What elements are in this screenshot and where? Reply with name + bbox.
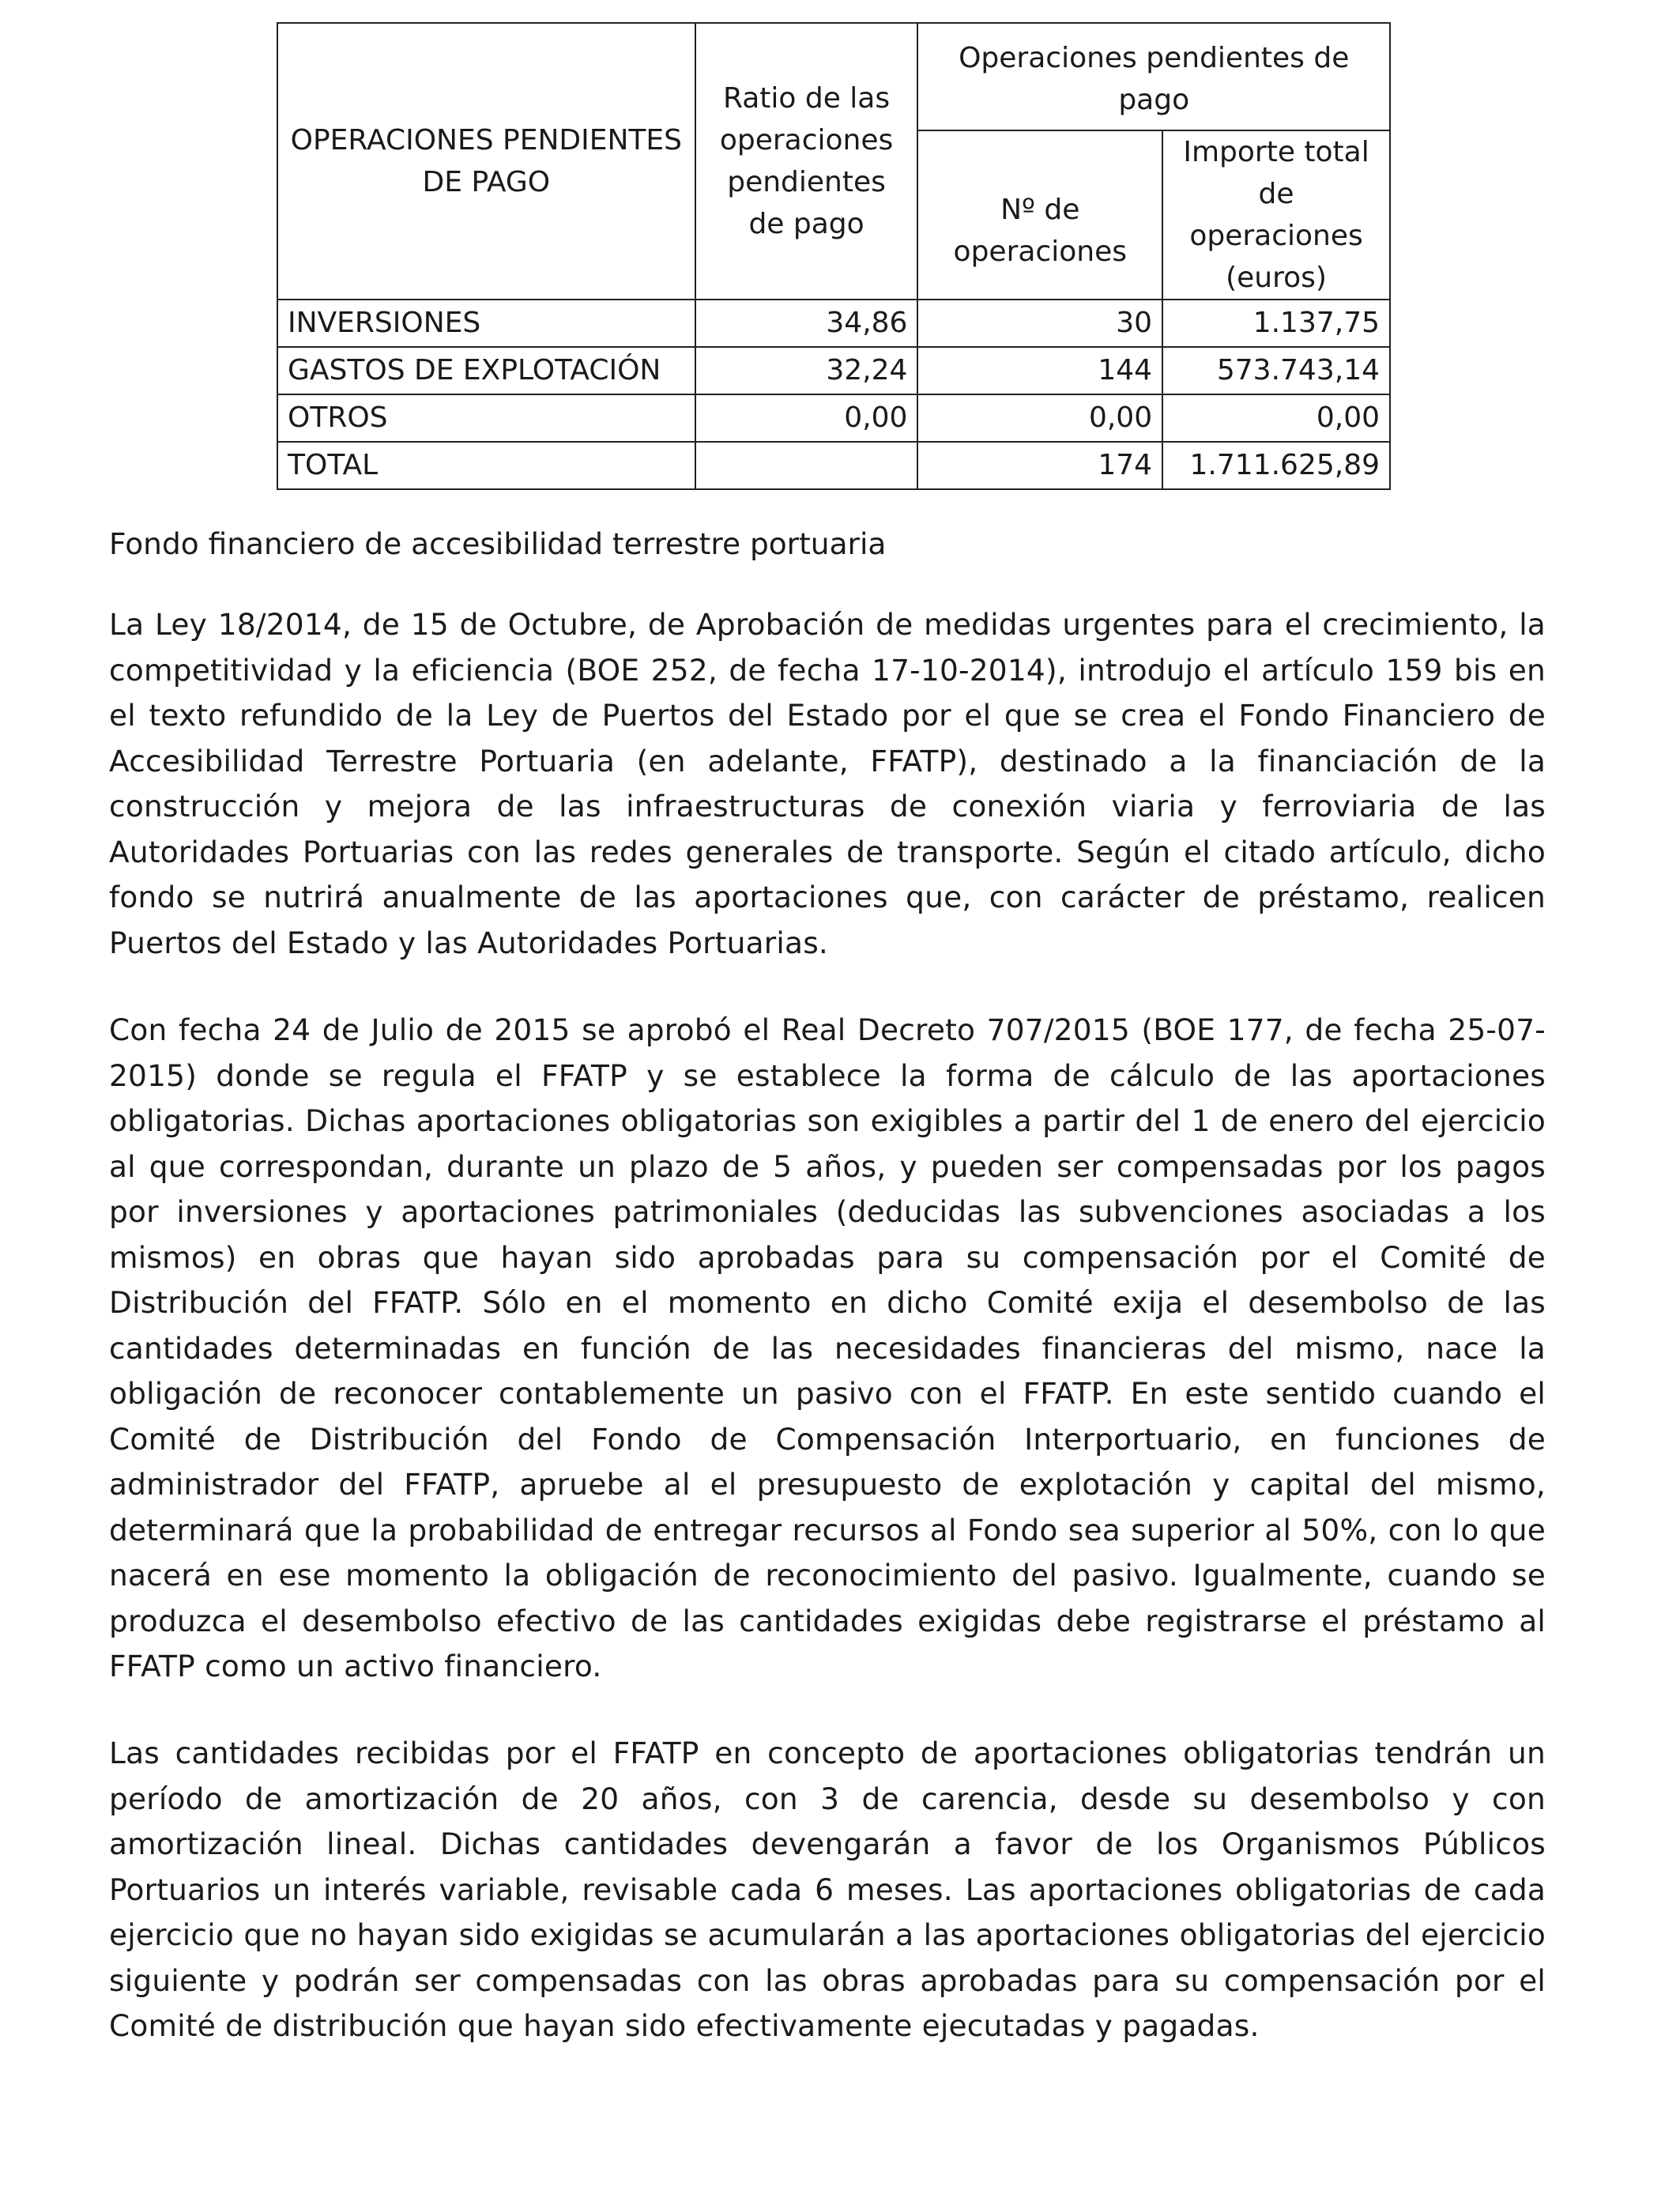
- header-pending-group: Operaciones pendientes de pago: [917, 23, 1390, 130]
- table-row-total: [277, 442, 1390, 489]
- paragraph: Con fecha 24 de Julio de 2015 se aprobó el Real Decreto 707/2015 (BOE 177, de fecha 25-07-2015) donde se regula el FFATP y se establece la forma de cálculo de las aportaciones obligatorias. Dichas aportaciones obligatorias son exigibles a partir del 1 de enero del ejercicio al que correspondan, durante un plazo de 5 años, y pueden ser compensadas por los pagos por inversiones y aportaciones patrimoniales (deducidas las subvenciones asociadas a los mismos) en obras que hayan sido aprobadas para su compensación por el Comité de Distribución del FFATP. Sólo en el momento en dicho Comité exija el desembolso de las cantidades determinadas en función de las necesidades financieras del mismo, nace la obligación de reconocer contablemente un pasivo con el FFATP. En este sentido cuando el Comité de Distribución del Fondo de Compensación Interportuario, en funciones de administrador del FFATP, apruebe al el presupuesto de explotación y capital del mismo, determinará que la probabilidad de entregar recursos al Fondo sea superior al 50%, con lo que nacerá en ese momento la obligación de reconocimiento del pasivo. Igualmente, cuando se produzca el desembolso efectivo de las cantidades exigidas debe registrarse el préstamo al FFATP como un activo financiero.: [109, 1012, 1546, 1683]
- row-count: 174: [917, 442, 1162, 489]
- row-count: 144: [917, 347, 1162, 394]
- pending-operations-table: [277, 22, 1391, 490]
- header-ratio: Ratio de las operaciones pendientes de pago: [695, 23, 918, 300]
- header-count: Nº de operaciones: [917, 130, 1162, 300]
- table-row: [277, 394, 1390, 442]
- row-concept: OTROS: [277, 394, 695, 442]
- table-row: [277, 300, 1390, 347]
- row-ratio: 32,24: [695, 347, 918, 394]
- paragraph: La Ley 18/2014, de 15 de Octubre, de Aprobación de medidas urgentes para el crecimiento, la competitividad y la eficiencia (BOE 252, de fecha 17-10-2014), introdujo el artículo 159 bis en el texto refundido de la Ley de Puertos del Estado por el que se crea el Fondo Financiero de Accesibilidad Terrestre Portuaria (en adelante, FFATP), destinado a la financiación de la construcción y mejora de las infraestructuras de conexión viaria y ferroviaria de las Autoridades Portuarias con las redes generales de transporte. Según el citado artículo, dicho fondo se nutrirá anualmente de las aportaciones que, con carácter de préstamo, realicen Puertos del Estado y las Autoridades Portuarias.: [109, 607, 1546, 960]
- row-amount: 1.137,75: [1162, 300, 1390, 347]
- row-amount: 0,00: [1162, 394, 1390, 442]
- table-header-row-1: [277, 23, 1390, 130]
- row-amount: 573.743,14: [1162, 347, 1390, 394]
- row-ratio: 0,00: [695, 394, 918, 442]
- paragraph: Las cantidades recibidas por el FFATP en concepto de aportaciones obligatorias tendrán un período de amortización de 20 años, con 3 de carencia, desde su desembolso y con amortización lineal. Dichas cantidades devengarán a favor de los Organismos Públicos Portuarios un interés variable, revisable cada 6 meses. Las aportaciones obligatorias de cada ejercicio que no hayan sido exigidas se acumularán a las aportaciones obligatorias del ejercicio siguiente y podrán ser compensadas con las obras aprobadas para su compensación por el Comité de distribución que hayan sido efectivamente ejecutadas y pagadas.: [109, 1736, 1546, 2043]
- header-concept: OPERACIONES PENDIENTES DE PAGO: [277, 23, 695, 300]
- section-title: Fondo financiero de accesibilidad terrestre portuaria: [109, 526, 887, 561]
- row-ratio: 34,86: [695, 300, 918, 347]
- header-amount: Importe total de operaciones (euros): [1162, 130, 1390, 300]
- row-ratio: [695, 442, 918, 489]
- row-count: 0,00: [917, 394, 1162, 442]
- table-row: [277, 347, 1390, 394]
- row-concept: TOTAL: [277, 442, 695, 489]
- row-concept: INVERSIONES: [277, 300, 695, 347]
- row-amount: 1.711.625,89: [1162, 442, 1390, 489]
- row-count: 30: [917, 300, 1162, 347]
- row-concept: GASTOS DE EXPLOTACIÓN: [277, 347, 695, 394]
